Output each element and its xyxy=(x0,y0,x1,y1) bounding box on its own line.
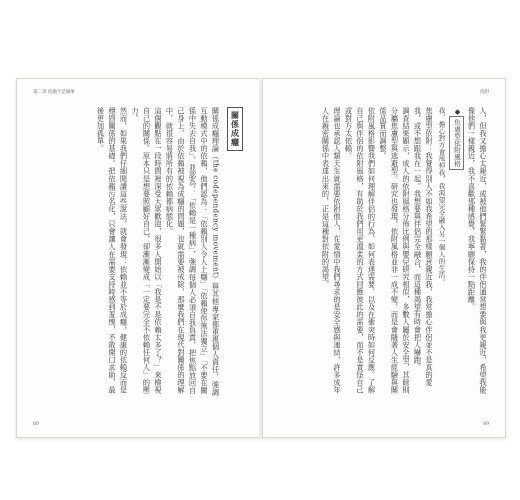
page-number-right: 89 xyxy=(483,422,489,427)
diamond-bullet-icon: ◆ xyxy=(453,107,462,117)
paragraph: 關係成癮理論（the codependency movement）與其他專家都重視個人責任，強調互動模式中的依賴，他們認為：「依賴別人令人上癮」「依賴使你無法獨立」「不要在關係中失去自我」，並認為：「依賴是一種病」，強調每個人必須自我負責，把焦點放回自己身上。由於依賴被視為成癮的問題，也就需要被戒除，那麼我們在現代對關係的理解中，就很容易將所有的依賴都病態化。 xyxy=(165,107,221,397)
bullet-line xyxy=(447,107,467,397)
paragraph: 然而，如果我們仔細閱讀這些說法，就會發現：依賴並不等於成癮，健康的依賴反而是穩固關係的基礎。把依賴污名化，只會讓人在需要支持時感到羞愧，不敢開口求助，最後更加孤單。 xyxy=(96,107,129,394)
page-number-left: 80 xyxy=(33,422,39,427)
subheading: 焦慮型依附風格 xyxy=(449,116,465,170)
right-page xyxy=(262,78,506,438)
paragraph: 調查結果顯示，成人的依附風格分佈比例與嬰兒研究相似，多數人屬於安全型，其餘則分屬焦慮型與逃避型。研究也發現，依附風格並非一成不變，而是會隨著人生經驗與關係品質而調整。 xyxy=(379,107,411,394)
bullet-text: 我，擔心對方會甩掉我，我渴望完全融入另一個人的生活。 xyxy=(437,107,446,286)
paragraph: 這個觀點在一段時間裡深受大眾歡迎，很多人開始以「我是不是依賴太多了？」來檢視自己的關係。原本只是想要照顧好自己，卻漸漸變成「一定要完全不依賴任何人」的壓力。 xyxy=(131,107,163,394)
paragraph: 人，但我又擔心太親近，或被他們緊緊黏著，我的伴侶通常想要與我更親近，希望我能像他們一樣親近，我不喜歡那種感覺，我寧願保持一點距離。 xyxy=(467,107,488,394)
paragraph: 理論也承認人類天生就需要依附他人，在愛情中我們尋求的是安全感與連結，許多成年人在親密關係中表達出來的，正是這種對依附的渴望。 xyxy=(321,107,342,394)
right-page-body xyxy=(320,107,489,397)
running-header-right: 依附 xyxy=(480,90,489,95)
left-page xyxy=(16,78,262,438)
running-header-left: 第二章 依賴不是壞事 xyxy=(33,90,75,95)
paragraph: 依附風格影響我們如何理解伴侶的行為、如何表達需要、以及在衝突時如何反應。了解自己與伴侶的依附風格，有助於我們用更溫柔的方式回應彼此的需要，而不是責怪自己或對方太依賴。 xyxy=(344,107,377,394)
paragraph: 焦慮型依附：我覺得別人不如我希望的那樣願意親近我，我常擔心伴侶並不是真的愛我，或不想跟我在一起。我想要與伴侶完全融合，而這種渴望有時會把人嚇跑。 xyxy=(413,107,434,387)
left-page-body xyxy=(95,107,245,397)
section-heading: 關係成癮 xyxy=(227,107,244,151)
